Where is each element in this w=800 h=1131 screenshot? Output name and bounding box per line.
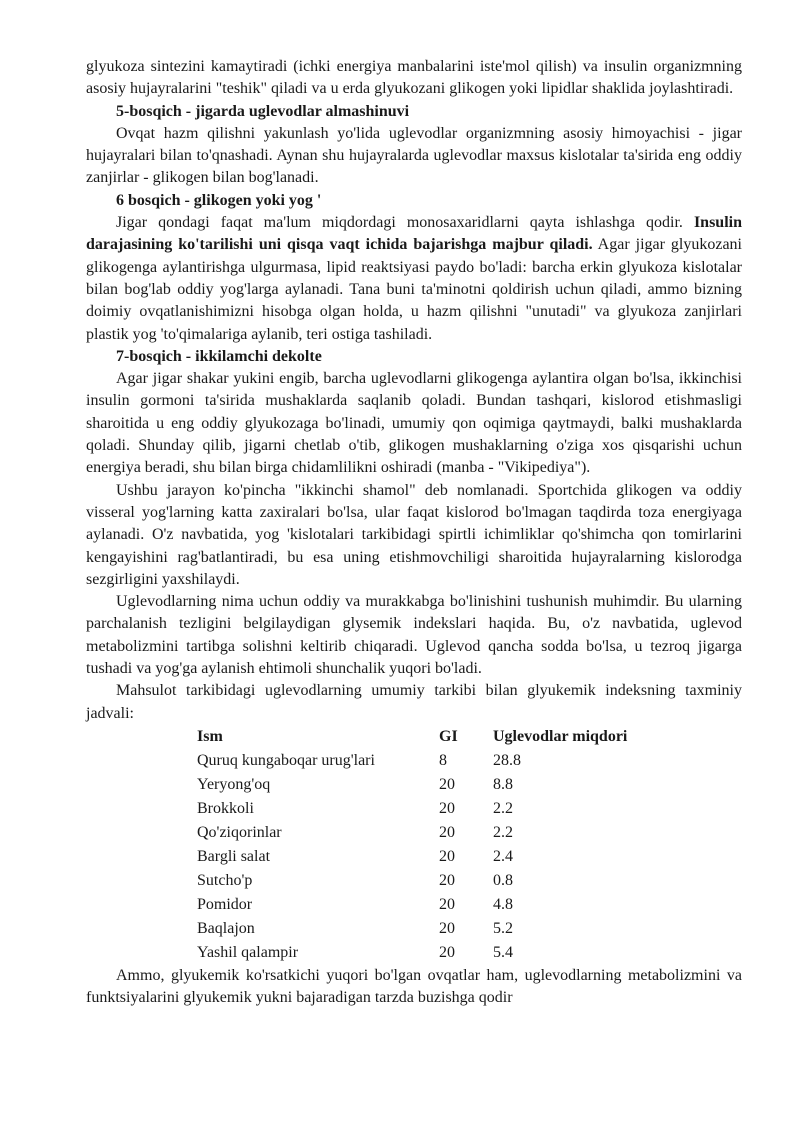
table-row: [197, 749, 663, 773]
cell-carbs: 2.4: [493, 847, 513, 865]
table-row: [197, 941, 663, 965]
cell-carbs: 0.8: [493, 871, 513, 889]
cell-carbs: 2.2: [493, 823, 513, 841]
table-row: [197, 773, 663, 797]
cell-gi: 8: [439, 751, 447, 769]
column-header-name: Ism: [197, 727, 223, 745]
table-row: [197, 917, 663, 941]
table-row: [197, 869, 663, 893]
paragraph-stage-7: Agar jigar shakar yukini engib, barcha uglevodlarni glikogenga aylantira olgan bo'lsa, ikkinchisi insulin gormoni ta'sirida mushaklarda saqlanib qoladi. Bundan tashqari, kislorod etishmasligi sharoitida u eng oddiy glyukozaga bo'linadi, umumiy qon oqimiga qaytmaydi, balki mushaklarda qoladi. Shunday qilib, jigarni chetlab o'tib, glikogen mushaklarning o'ziga xos qisqarishi uchun energiya beradi, shu bilan birga chidamlilikni oshiradi (manba - "Vikipediya").: [86, 370, 742, 477]
paragraph-closing: Ammo, glyukemik ko'rsatkichi yuqori bo'lgan ovqatlar ham, uglevodlarning metabolizmini va funktsiyalarini glyukemik yukni bajaradigan tarzda buzishga qodir: [86, 966, 742, 1007]
cell-name: Pomidor: [197, 895, 253, 913]
cell-name: Qo'ziqorinlar: [197, 823, 282, 841]
cell-carbs: 4.8: [493, 895, 513, 913]
heading-stage-5: 5-bosqich - jigarda uglevodlar almashinuvi: [116, 102, 410, 120]
paragraph-stage-6-end: Agar jigar glyukozani glikogenga aylantirishga ulgurmasa, lipid reaktsiyasi paydo bo'ladi: barcha erkin glyukoza kislotalar bilan bog'lab oddiy yog'larga aylanadi. Tana buni ta'minotni qoldirish uchun qiladi, ammo bizning doimiy ovqatlanishimizni hisobga olgan holda, u hazm qilishni "unutadi" va glyukoza zanjirlari plastik yog 'to'qimalariga aylanib, teri ostiga tashiladi.: [86, 236, 742, 343]
table-row: [197, 845, 663, 869]
paragraph-table-intro: Mahsulot tarkibidagi uglevodlarning umumiy tarkibi bilan glyukemik indeksning taxminiy jadvali:: [86, 682, 742, 722]
column-header-carbs: Uglevodlar miqdori: [493, 727, 628, 745]
cell-carbs: 5.2: [493, 919, 513, 937]
cell-name: Yeryong'oq: [197, 775, 271, 793]
cell-gi: 20: [439, 871, 455, 889]
cell-gi: 20: [439, 847, 455, 865]
heading-stage-6: 6 bosqich - glikogen yoki yog ': [116, 191, 322, 209]
paragraph-stage-6: [86, 212, 742, 346]
paragraph-second-wind: Ushbu jarayon ko'pincha "ikkinchi shamol" deb nomlanadi. Sportchida glikogen va oddiy visseral yog'larning katta zaxiralari bo'lsa, ular faqat kislorod bo'lmagan taqdirda toza energiyaga aylanadi. O'z navbatida, yog 'kislotalari tarkibidagi spirtli ichimliklar qo'shimcha qon tomirlarini kengayishini rag'batlantiradi, bu esa uning etishmovchiligi sharoitida hujayralarning kislorodga sezgirligini yaxshilaydi.: [86, 481, 742, 588]
document-page: [86, 56, 742, 1010]
cell-gi: 20: [439, 823, 455, 841]
cell-carbs: 5.4: [493, 943, 513, 961]
heading-stage-7: 7-bosqich - ikkilamchi dekolte: [116, 347, 322, 365]
cell-name: Bargli salat: [197, 847, 271, 865]
table-body: [197, 749, 663, 965]
table-row: [197, 821, 663, 845]
table-row: [197, 797, 663, 821]
paragraph-stage-6-start: Jigar qondagi faqat ma'lum miqdordagi monosaxaridlarni qayta ishlashga qodir.: [116, 214, 694, 232]
table-row: [197, 893, 663, 917]
glycemic-table: [197, 725, 663, 965]
cell-gi: 20: [439, 919, 455, 937]
table-header-row: [197, 725, 663, 749]
cell-name: Yashil qalampir: [197, 943, 299, 961]
cell-carbs: 28.8: [493, 751, 521, 769]
paragraph-glycemic-index: Uglevodlarning nima uchun oddiy va murakkabga bo'linishini tushunish muhimdir. Bu ularning parchalanish tezligini belgilaydigan glysemik indekslari haqida. Bu, o'z navbatida, uglevod metabolizmini tartibga solishni keltirib chiqaradi. Uglevod qancha sodda bo'lsa, u tezroq jigarga tushadi va yog'ga aylanish ehtimoli shunchalik yuqori bo'ladi.: [86, 593, 742, 678]
cell-gi: 20: [439, 943, 455, 961]
cell-gi: 20: [439, 895, 455, 913]
paragraph-stage-6-bold: Insulin darajasining ko'tarilishi uni qisqa vaqt ichida bajarishga majbur qiladi.: [86, 214, 742, 254]
cell-carbs: 2.2: [493, 799, 513, 817]
paragraph-stage-5: Ovqat hazm qilishni yakunlash yo'lida uglevodlar organizmning asosiy himoyachisi - jigar hujayralari bilan to'qnashadi. Aynan shu hujayralarda uglevodlar maxsus kislotalar ta'sirida eng oddiy zanjirlar - glikogen bilan bog'lanadi.: [86, 124, 742, 187]
cell-gi: 20: [439, 799, 455, 817]
paragraph-intro: glyukoza sintezini kamaytiradi (ichki energiya manbalarini iste'mol qilish) va insulin organizmning asosiy hujayralarini "teshik" qiladi va u erda glyukozani glikogen yoki lipidlar shaklida joylashtiradi.: [86, 58, 742, 98]
column-header-gi: GI: [439, 727, 458, 745]
cell-carbs: 8.8: [493, 775, 513, 793]
cell-name: Quruq kungaboqar urug'lari: [197, 751, 375, 769]
cell-gi: 20: [439, 775, 455, 793]
cell-name: Brokkoli: [197, 799, 254, 817]
cell-name: Sutcho'p: [197, 871, 253, 889]
cell-name: Baqlajon: [197, 919, 255, 937]
